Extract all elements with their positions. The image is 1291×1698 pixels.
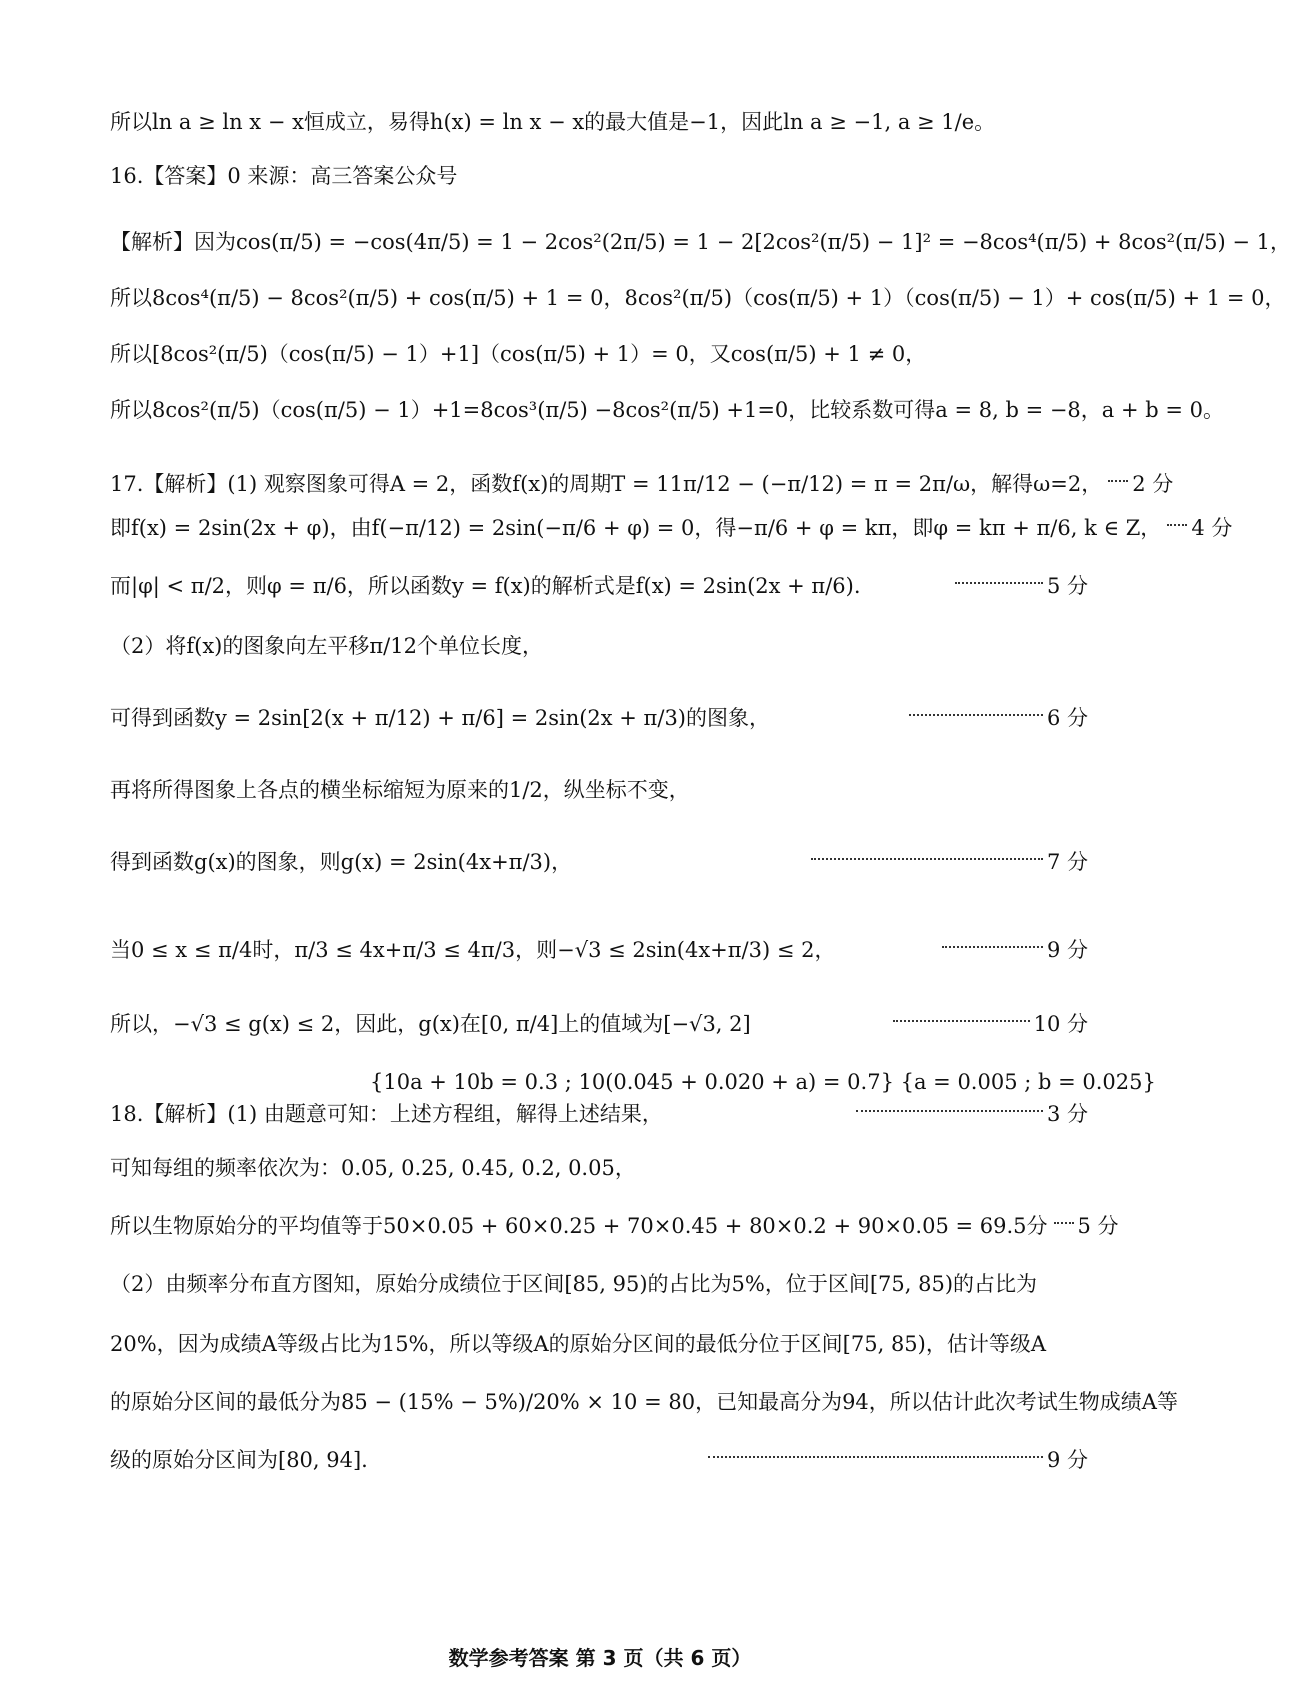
dot-leader [1054,1222,1074,1224]
score-label: 3 分 [1046,1102,1088,1126]
page-footer: 数学参考答案 第 3 页（共 6 页） [448,1646,752,1670]
dot-leader [942,946,1043,948]
dot-leader [1108,480,1128,482]
score-label: 9 分 [1046,1448,1088,1472]
score-label: 2 分 [1132,472,1174,496]
score-label: 7 分 [1046,850,1089,874]
score-label: 5 分 [1046,574,1088,598]
dot-leader [856,1110,1043,1112]
line-text: 20%，因为成绩A等级占比为15%，所以等级A的原始分区间的最低分位于区间[75, 85)，估计等级A [110,1332,1047,1356]
line-text: 所以ln a ≥ ln x − x恒成立，易得h(x) = ln x − x的最大值是−1，因此ln a ≥ −1, a ≥ 1/e。 [110,110,996,134]
answer-16-heading: 16.【答案】0 来源：高三答案公众号 [110,164,458,188]
line-text: 所以8cos²(π/5)（cos(π/5) − 1）+1=8cos³(π/5) −8cos²(π/5) +1=0，比较系数可得a = 8, b = −8，a + b = 0。 [110,398,1225,422]
text-line [110,108,1088,136]
answer-17-heading: 17.【解析】(1) 观察图象可得A = 2，函数f(x)的周期T = 11π/12 − (−π/12) = π = 2π/ω，解得ω=2， [110,472,1103,496]
text-line [110,162,1088,190]
equation-system: {10a + 10b = 0.3 ; 10(0.045 + 0.020 + a) = 0.7} {a = 0.005 ; b = 0.025} [370,1070,1156,1094]
text-line [110,1100,1088,1128]
text-line [370,1068,1156,1096]
text-line [110,340,1088,368]
line-text: 可知每组的频率依次为：0.05, 0.25, 0.45, 0.2, 0.05， [110,1156,636,1180]
line-text: 所以生物原始分的平均值等于50×0.05 + 60×0.25 + 70×0.45 + 80×0.2 + 90×0.05 = 69.5分 [110,1214,1048,1238]
score-label: 9 分 [1046,938,1089,962]
text-line [110,1212,1119,1240]
line-text: （2）由频率分布直方图知，原始分成绩位于区间[85, 95)的占比为5%，位于区间[75, 85)的占比为 [110,1272,1038,1296]
text-line [110,1154,1088,1182]
text-line [110,1388,1178,1416]
text-line [110,284,1286,312]
line-text: 所以，−√3 ≤ g(x) ≤ 2，因此，g(x)在[0, π/4]上的值域为[−√3, 2] [110,1012,751,1036]
score-label: 10 分 [1033,1012,1088,1036]
line-text: 得到函数g(x)的图象，则g(x) = 2sin(4x+π/3)， [110,850,573,874]
line-text: 可得到函数y = 2sin[2(x + π/12) + π/6] = 2sin(2x + π/3)的图象， [110,706,770,730]
dot-leader [955,582,1043,584]
line-text: 所以8cos⁴(π/5) − 8cos²(π/5) + cos(π/5) + 1 = 0，8cos²(π/5)（cos(π/5) + 1）（cos(π/5) − 1）+ cos(π/5) + 1 = 0， [110,286,1286,310]
text-line [110,396,1225,424]
line-text: 再将所得图象上各点的横坐标缩短为原来的1/2，纵坐标不变， [110,778,690,802]
text-line [110,228,1291,256]
text-line [110,572,1088,600]
text-line [110,632,1088,660]
dot-leader [893,1020,1029,1022]
score-label: 6 分 [1046,706,1089,730]
answer-18-heading: 18.【解析】(1) 由题意可知：上述方程组，解得上述结果， [110,1102,663,1126]
text-line [110,1330,1088,1358]
score-label: 4 分 [1191,516,1233,540]
line-text: 级的原始分区间为[80, 94]. [110,1448,368,1472]
text-line [110,514,1233,542]
text-line [110,470,1174,498]
line-text: 当0 ≤ x ≤ π/4时，π/3 ≤ 4x+π/3 ≤ 4π/3，则−√3 ≤ 2sin(4x+π/3) ≤ 2， [110,938,836,962]
score-label: 5 分 [1077,1214,1119,1238]
text-line [110,1446,1088,1474]
line-text: 即f(x) = 2sin(2x + φ)，由f(−π/12) = 2sin(−π/6 + φ) = 0，得−π/6 + φ = kπ，即φ = kπ + π/6, k ∈ Z， [110,516,1162,540]
line-text: （2）将f(x)的图象向左平移π/12个单位长度， [110,634,543,658]
dot-leader [811,858,1043,860]
dot-leader [909,714,1042,716]
dot-leader [708,1456,1043,1458]
line-text: 的原始分区间的最低分为85 − (15% − 5%)/20% × 10 = 80，已知最高分为94，所以估计此次考试生物成绩A等 [110,1390,1178,1414]
text-line [110,936,1088,964]
text-line [110,1270,1088,1298]
line-text: 所以[8cos²(π/5)（cos(π/5) − 1）+1]（cos(π/5) + 1）= 0，又cos(π/5) + 1 ≠ 0， [110,342,927,366]
text-line [110,1010,1088,1038]
line-text: 【解析】因为cos(π/5) = −cos(4π/5) = 1 − 2cos²(2π/5) = 1 − 2[2cos²(π/5) − 1]² = −8cos⁴(π/5) + 8cos²(π/5) − 1， [110,230,1291,254]
line-text: 而|φ| < π/2，则φ = π/6，所以函数y = f(x)的解析式是f(x) = 2sin(2x + π/6). [110,574,861,598]
text-line [110,704,1088,732]
text-line [110,848,1088,876]
text-line [110,776,1088,804]
dot-leader [1167,524,1187,526]
